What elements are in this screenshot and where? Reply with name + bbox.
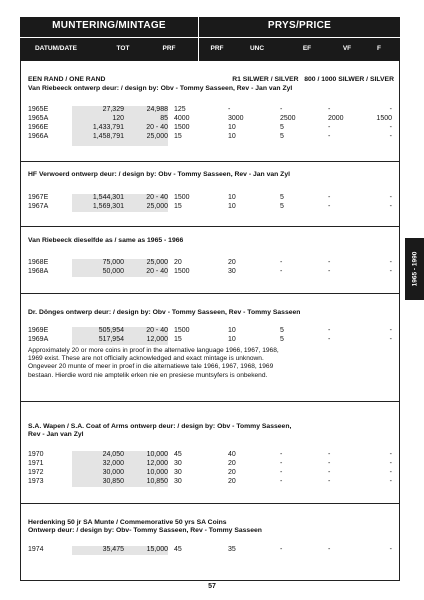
mintage-heading: MUNTERING/MINTAGE — [52, 20, 166, 31]
col-prf-mintage: PRF — [162, 45, 176, 52]
table-row: 1967A 1,569,301 25,000 15 10 5 - - — [28, 203, 392, 210]
section-title: Ontwerp deur: / design by: Obv- Tommy Sasseen, Rev - Tommy Sasseen — [28, 527, 262, 535]
table-row: 1972 30,000 10,000 30 20 - - - — [28, 469, 392, 476]
section-divider — [20, 226, 400, 227]
table-row: 1971 32,000 12,000 30 20 - - - — [28, 460, 392, 467]
table-row: 1968A 50,000 20 - 40 1500 30 - - - — [28, 268, 392, 275]
section-title: Van Riebeeck ontwerp deur: / design by: Obv - Tommy Sasseen, Rev - Jan van Zyl — [28, 85, 293, 92]
col-f: F — [377, 45, 381, 52]
silver-spec: R1 SILWER / SILVER 800 / 1000 SILWER / SILVER — [232, 76, 394, 83]
col-tot: TOT — [116, 45, 130, 52]
section-title: Van Riebeeck dieselfde as / same as 1965 - 1966 — [28, 237, 184, 244]
col-date: DATUM/DATE — [34, 45, 77, 52]
section-title: S.A. Wapen / S.A. Coat of Arms ontwerp deur: / design by: Obv - Tommy Sasseen, — [28, 423, 292, 430]
section-divider — [20, 293, 400, 294]
section-donges — [28, 309, 394, 317]
section-van-riebeeck-same — [28, 237, 394, 245]
section-divider — [20, 161, 400, 162]
table-row: 1973 30,850 10,850 30 20 - - - — [28, 478, 392, 485]
proof-note: Approximately 20 or more coins in proof in the alternative language 1966, 1967, 1968, 1969 exist. These are not officially acknowledged and exact mintage is unknown. Ongeveer 20 munte of meer in proef in die alternatiewe tale 1966, 1967, 1968, 1969 bestaan. Hierdie word nie amptelik erken nie en presiese muntsyfers is onbekend. — [28, 347, 279, 379]
section-title: Rev - Jan van Zyl — [28, 431, 84, 439]
section-rows — [28, 546, 394, 558]
table-header — [20, 17, 400, 61]
header-column-divider — [198, 17, 199, 61]
year-range-tab — [405, 238, 424, 300]
section-rows — [28, 194, 394, 214]
year-range-label: 1965 - 1990 — [411, 251, 418, 287]
section-title: Herdenking 50 jr SA Munte / Commemorative 50 yrs SA Coins — [28, 519, 227, 526]
table-row: 1970 24,050 10,000 45 40 - - - — [28, 451, 392, 458]
section-divider — [20, 503, 400, 504]
col-ef: EF — [302, 45, 312, 52]
col-vf: VF — [342, 45, 352, 52]
section-rows — [28, 327, 394, 347]
col-unc: UNC — [249, 45, 265, 52]
price-heading: PRYS/PRICE — [267, 20, 332, 31]
section-title: Dr. Dönges ontwerp deur: / design by: Obv - Tommy Sasseen, Rev - Tommy Sasseen — [28, 309, 301, 316]
section-coat-of-arms — [28, 423, 394, 440]
section-divider — [20, 401, 400, 402]
table-row: 1969E 505,954 20 - 40 1500 10 5 - - — [28, 327, 392, 334]
header-divider — [20, 37, 400, 38]
table-row: 1966A 1,458,791 25,000 15 10 5 - - — [28, 133, 392, 140]
table-row: 1968E 75,000 25,000 20 20 - - - — [28, 259, 392, 266]
table-row: 1966E 1,433,791 20 - 40 1500 10 5 - - — [28, 124, 392, 131]
section-title: HF Verwoerd ontwerp deur: / design by: Obv - Tommy Sasseen, Rev - Jan van Zyl — [28, 171, 290, 178]
section-verwoerd — [28, 171, 394, 179]
section-commemorative — [28, 519, 394, 536]
table-row: 1967E 1,544,301 20 - 40 1500 10 5 - - — [28, 194, 392, 201]
table-row: 1974 35,475 15,000 45 35 - - - — [28, 546, 392, 553]
section-rows — [28, 259, 394, 279]
table-row: 1969A 517,954 12,000 15 10 5 - - — [28, 336, 392, 343]
section-rows — [28, 451, 394, 491]
one-rand-heading: EEN RAND / ONE RAND — [28, 76, 106, 83]
table-row: 1965E 27,329 24,988 125 - - - - — [28, 106, 392, 113]
table-row: 1965A 120 85 4000 3000 2500 2000 1500 — [28, 115, 392, 122]
col-prf-price: PRF — [210, 45, 224, 52]
page-number: 57 — [208, 583, 216, 590]
section-rows — [28, 106, 394, 150]
